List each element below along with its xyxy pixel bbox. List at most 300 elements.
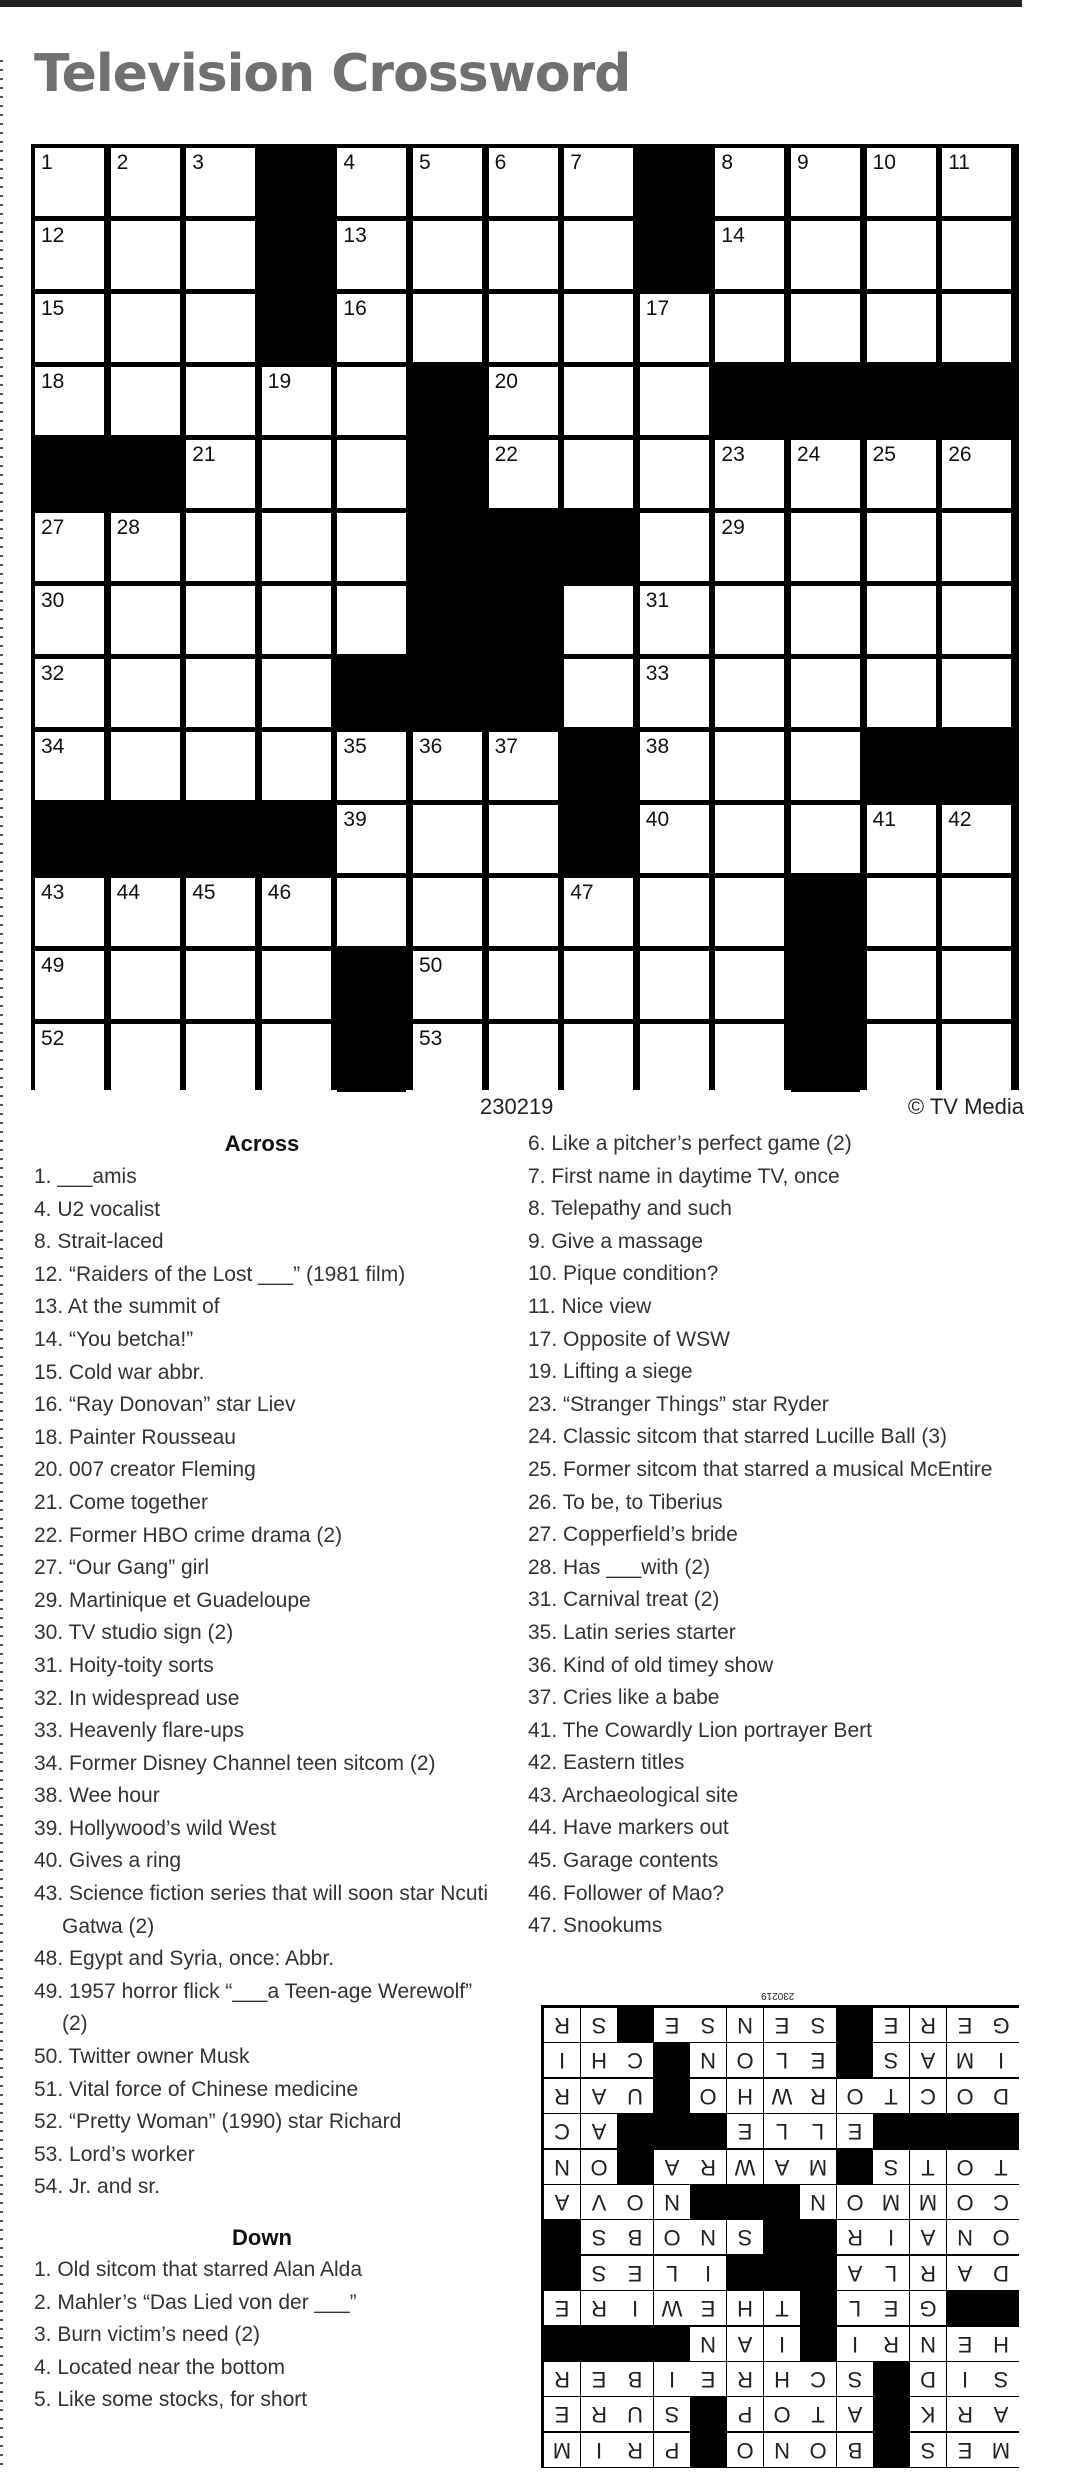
grid-cell[interactable] (186, 294, 255, 362)
grid-cell[interactable] (791, 513, 860, 581)
grid-cell[interactable] (489, 367, 558, 435)
grid-cell[interactable] (186, 513, 255, 581)
grid-cell[interactable] (564, 440, 633, 508)
grid-cell[interactable] (791, 659, 860, 727)
grid-block (867, 367, 936, 435)
grid-cell[interactable] (413, 1024, 482, 1092)
across-clue: 40. Gives a ring (34, 1849, 182, 1873)
across-clue: 53. Lord’s worker (34, 2142, 195, 2166)
grid-cell[interactable] (942, 1024, 1011, 1092)
grid-cell[interactable] (111, 148, 180, 216)
answer-letter: B (617, 2362, 653, 2396)
grid-cell[interactable] (489, 951, 558, 1019)
grid-cell[interactable] (489, 1024, 558, 1092)
grid-cell[interactable] (413, 732, 482, 800)
grid-cell[interactable] (489, 732, 558, 800)
cell-number: 16 (343, 297, 367, 320)
grid-cell[interactable] (942, 221, 1011, 289)
grid-cell[interactable] (942, 659, 1011, 727)
down-clue: 35. Latin series starter (528, 1620, 736, 1644)
grid-cell[interactable] (942, 294, 1011, 362)
answer-letter: S (690, 2008, 726, 2042)
answer-letter: I (947, 2362, 983, 2396)
grid-cell[interactable] (262, 732, 331, 800)
grid-cell[interactable] (867, 1024, 936, 1092)
grid-cell[interactable] (564, 951, 633, 1019)
answer-letter: M (544, 2433, 580, 2467)
answer-block (800, 2327, 836, 2361)
cell-number: 15 (41, 297, 65, 320)
answer-letter: N (690, 2220, 726, 2254)
answer-block (910, 2114, 946, 2148)
grid-cell[interactable] (337, 513, 406, 581)
cell-number: 27 (41, 516, 65, 539)
answer-letter: A (727, 2327, 763, 2361)
grid-cell[interactable] (715, 221, 784, 289)
grid-cell[interactable] (111, 294, 180, 362)
across-clue: 54. Jr. and sr. (34, 2175, 161, 2199)
grid-cell[interactable] (715, 805, 784, 873)
cell-number: 4 (343, 151, 356, 174)
grid-cell[interactable] (111, 659, 180, 727)
answer-letter: I (544, 2043, 580, 2077)
across-clue: 13. At the summit of (34, 1295, 220, 1319)
grid-cell[interactable] (640, 878, 709, 946)
grid-cell[interactable] (35, 513, 104, 581)
down-clue: 19. Lifting a siege (528, 1360, 693, 1384)
grid-cell[interactable] (564, 294, 633, 362)
answer-letter: A (654, 2150, 690, 2184)
answer-letter: A (764, 2150, 800, 2184)
down-clue: 42. Eastern titles (528, 1751, 685, 1775)
grid-cell[interactable] (35, 294, 104, 362)
grid-cell[interactable] (111, 951, 180, 1019)
down-clue: 25. Former sitcom that starred a musical McEntire (528, 1457, 993, 1481)
grid-cell[interactable] (715, 513, 784, 581)
cell-number: 24 (797, 443, 821, 466)
grid-cell[interactable] (262, 440, 331, 508)
grid-cell[interactable] (640, 732, 709, 800)
answer-block (947, 2114, 983, 2148)
grid-cell[interactable] (35, 1024, 104, 1092)
answer-letter: S (581, 2008, 617, 2042)
grid-block (35, 440, 104, 508)
across-clue: 33. Heavenly flare-ups (34, 1719, 245, 1743)
across-clue: 50. Twitter owner Musk (34, 2045, 250, 2069)
answer-letter: S (983, 2362, 1019, 2396)
grid-cell[interactable] (715, 1024, 784, 1092)
grid-cell[interactable] (186, 1024, 255, 1092)
answer-letter: E (947, 2433, 983, 2467)
down-clue: 26. To be, to Tiberius (528, 1490, 723, 1514)
grid-cell[interactable] (186, 440, 255, 508)
grid-block (489, 659, 558, 727)
grid-cell[interactable] (35, 221, 104, 289)
grid-cell[interactable] (186, 367, 255, 435)
answer-letter: T (764, 2291, 800, 2325)
grid-cell[interactable] (791, 440, 860, 508)
grid-cell[interactable] (413, 221, 482, 289)
across-clue: 49. 1957 horror flick “___a Teen-age Werewolf” (2) (34, 1979, 473, 2036)
cell-number: 28 (116, 516, 140, 539)
cell-number: 53 (419, 1027, 443, 1050)
grid-cell[interactable] (111, 1024, 180, 1092)
grid-cell[interactable] (867, 440, 936, 508)
answer-letter: A (544, 2185, 580, 2219)
grid-cell[interactable] (337, 148, 406, 216)
grid-cell[interactable] (262, 586, 331, 654)
grid-cell[interactable] (35, 659, 104, 727)
grid-cell[interactable] (867, 805, 936, 873)
answer-letter: C (910, 2079, 946, 2113)
cell-number: 7 (570, 151, 582, 174)
answer-letter: I (837, 2327, 873, 2361)
grid-cell[interactable] (413, 294, 482, 362)
down-clue: 4. Located near the bottom (34, 2355, 286, 2379)
grid-cell[interactable] (35, 367, 104, 435)
grid-cell[interactable] (489, 148, 558, 216)
grid-cell[interactable] (111, 732, 180, 800)
answer-letter: E (947, 2327, 983, 2361)
answer-letter: N (764, 2433, 800, 2467)
answer-letter: O (617, 2185, 653, 2219)
grid-cell[interactable] (489, 440, 558, 508)
across-clue: 31. Hoity-toity sorts (34, 1653, 214, 1677)
grid-cell[interactable] (186, 732, 255, 800)
answer-letter: V (581, 2185, 617, 2219)
grid-cell[interactable] (35, 951, 104, 1019)
answer-letter: O (727, 2433, 763, 2467)
answer-letter: R (947, 2397, 983, 2431)
across-clue: 22. Former HBO crime drama (2) (34, 1523, 343, 1547)
grid-cell[interactable] (35, 148, 104, 216)
down-clue: 11. Nice view (528, 1294, 652, 1318)
grid-cell[interactable] (413, 148, 482, 216)
answer-letter: M (910, 2185, 946, 2219)
grid-cell[interactable] (564, 367, 633, 435)
cell-number: 1 (41, 151, 53, 174)
grid-cell[interactable] (262, 951, 331, 1019)
grid-cell[interactable] (867, 221, 936, 289)
down-clue: 41. The Cowardly Lion portrayer Bert (528, 1718, 872, 1742)
grid-cell[interactable] (942, 148, 1011, 216)
answer-letter: U (617, 2079, 653, 2113)
answer-letter: R (910, 2256, 946, 2290)
answer-letter: O (983, 2220, 1019, 2254)
grid-cell[interactable] (715, 586, 784, 654)
across-clue: 39. Hollywood’s wild West (34, 1816, 276, 1840)
down-clue-list-right (528, 1128, 1018, 1943)
answer-letter: L (800, 2114, 836, 2148)
answer-letter: M (947, 2043, 983, 2077)
grid-cell[interactable] (564, 221, 633, 289)
grid-cell[interactable] (640, 659, 709, 727)
answer-letter: E (581, 2362, 617, 2396)
answer-letter: C (983, 2185, 1019, 2219)
grid-cell[interactable] (186, 878, 255, 946)
down-clue: 9. Give a massage (528, 1229, 704, 1253)
answer-block (544, 2220, 580, 2254)
grid-cell[interactable] (413, 951, 482, 1019)
cell-number: 38 (645, 735, 670, 758)
answer-block (690, 2433, 726, 2467)
down-clue: 24. Classic sitcom that starred Lucille Ball (3) (528, 1425, 947, 1449)
grid-cell[interactable] (111, 586, 180, 654)
grid-cell[interactable] (715, 294, 784, 362)
answer-letter: O (947, 2079, 983, 2113)
answer-letter: O (800, 2433, 836, 2467)
answer-letter: A (581, 2114, 617, 2148)
grid-cell[interactable] (942, 586, 1011, 654)
down-clue: 1. Old sitcom that starred Alan Alda (34, 2258, 363, 2281)
grid-cell[interactable] (564, 148, 633, 216)
copyright: © TV Media (907, 1094, 1024, 1119)
grid-cell[interactable] (867, 659, 936, 727)
answer-block (873, 2433, 909, 2467)
answer-letter: D (910, 2362, 946, 2396)
across-clue: 16. “Ray Donovan” star Liev (34, 1393, 296, 1417)
answer-letter: H (727, 2079, 763, 2113)
cell-number: 5 (419, 151, 431, 174)
answer-letter: W (654, 2291, 690, 2325)
grid-cell[interactable] (867, 951, 936, 1019)
grid-cell[interactable] (791, 294, 860, 362)
grid-cell[interactable] (35, 586, 104, 654)
answer-letter: T (910, 2150, 946, 2184)
answer-letter: E (764, 2008, 800, 2042)
across-clue: 51. Vital force of Chinese medicine (34, 2077, 359, 2101)
grid-cell[interactable] (262, 367, 331, 435)
grid-cell[interactable] (942, 805, 1011, 873)
grid-cell[interactable] (942, 878, 1011, 946)
answer-letter: E (544, 2397, 580, 2431)
answer-letter: S (910, 2433, 946, 2467)
answer-block (837, 2043, 873, 2077)
grid-cell[interactable] (640, 586, 709, 654)
down-clue: 37. Cries like a babe (528, 1686, 720, 1710)
grid-block (111, 805, 180, 873)
grid-cell[interactable] (35, 732, 104, 800)
grid-cell[interactable] (186, 659, 255, 727)
grid-cell[interactable] (337, 805, 406, 873)
answer-letter: H (983, 2327, 1019, 2361)
answer-letter: L (764, 2114, 800, 2148)
answer-key-grid (541, 2005, 1019, 2468)
answer-letter: I (617, 2291, 653, 2325)
grid-cell[interactable] (867, 148, 936, 216)
grid-cell[interactable] (337, 294, 406, 362)
cell-number: 6 (494, 151, 507, 174)
answer-letter: R (910, 2008, 946, 2042)
grid-cell[interactable] (413, 805, 482, 873)
across-clue: 52. “Pretty Woman” (1990) star Richard (34, 2110, 402, 2134)
answer-block (800, 2256, 836, 2290)
grid-cell[interactable] (564, 586, 633, 654)
answer-letter: E (544, 2291, 580, 2325)
grid-cell[interactable] (337, 586, 406, 654)
answer-letter: S (727, 2220, 763, 2254)
across-clue-list (34, 1161, 502, 2204)
grid-cell[interactable] (791, 732, 860, 800)
cell-number: 31 (645, 589, 670, 612)
answer-letter: L (873, 2256, 909, 2290)
cell-number: 17 (645, 297, 670, 320)
answer-letter: I (983, 2043, 1019, 2077)
grid-cell[interactable] (111, 878, 180, 946)
answer-letter: S (654, 2397, 690, 2431)
grid-cell[interactable] (942, 951, 1011, 1019)
cell-number: 25 (872, 443, 896, 466)
answer-block (873, 2397, 909, 2431)
answer-block (764, 2256, 800, 2290)
grid-cell[interactable] (640, 513, 709, 581)
grid-cell[interactable] (640, 951, 709, 1019)
answer-letter: O (727, 2043, 763, 2077)
grid-cell[interactable] (715, 732, 784, 800)
grid-cell[interactable] (262, 513, 331, 581)
answer-letter: H (727, 2291, 763, 2325)
grid-block (413, 586, 482, 654)
answer-block (581, 2327, 617, 2361)
answer-letter: E (873, 2291, 909, 2325)
cell-number: 21 (192, 443, 216, 466)
answer-block (690, 2185, 726, 2219)
grid-cell[interactable] (640, 294, 709, 362)
puzzle-id: 230219 (480, 1094, 554, 1119)
answer-letter: G (983, 2008, 1019, 2042)
grid-cell[interactable] (111, 367, 180, 435)
grid-cell[interactable] (791, 586, 860, 654)
grid-cell[interactable] (337, 878, 406, 946)
grid-cell[interactable] (715, 659, 784, 727)
down-clue: 43. Archaeological site (528, 1783, 739, 1807)
grid-cell[interactable] (186, 951, 255, 1019)
answer-block (873, 2362, 909, 2396)
cell-number: 13 (343, 224, 367, 247)
grid-cell[interactable] (337, 367, 406, 435)
grid-block (186, 805, 255, 873)
grid-cell[interactable] (489, 878, 558, 946)
down-clue: 17. Opposite of WSW (528, 1327, 730, 1351)
answer-block (947, 2291, 983, 2325)
answer-letter: M (873, 2185, 909, 2219)
down-clue: 31. Carnival treat (2) (528, 1588, 720, 1612)
across-clue: 20. 007 creator Fleming (34, 1458, 256, 1482)
answer-letter: A (910, 2220, 946, 2254)
grid-cell[interactable] (564, 659, 633, 727)
grid-cell[interactable] (489, 221, 558, 289)
grid-cell[interactable] (640, 367, 709, 435)
answer-block (690, 2397, 726, 2431)
answer-letter: E (690, 2291, 726, 2325)
grid-cell[interactable] (489, 294, 558, 362)
answer-letter: R (837, 2220, 873, 2254)
grid-cell[interactable] (640, 1024, 709, 1092)
grid-cell[interactable] (337, 732, 406, 800)
grid-block (791, 1024, 860, 1092)
cell-number: 10 (872, 151, 896, 174)
cell-number: 12 (41, 224, 65, 247)
answer-letter: W (764, 2079, 800, 2113)
grid-cell[interactable] (337, 440, 406, 508)
answer-letter: A (983, 2397, 1019, 2431)
across-clue: 8. Strait-laced (34, 1230, 164, 1254)
grid-block (564, 805, 633, 873)
grid-cell[interactable] (791, 221, 860, 289)
grid-block (337, 951, 406, 1019)
answer-letter: R (690, 2150, 726, 2184)
grid-cell[interactable] (35, 878, 104, 946)
answer-letter: N (654, 2185, 690, 2219)
grid-cell[interactable] (791, 805, 860, 873)
grid-cell[interactable] (867, 294, 936, 362)
grid-block (564, 732, 633, 800)
grid-cell[interactable] (715, 440, 784, 508)
grid-cell[interactable] (867, 586, 936, 654)
grid-block (791, 878, 860, 946)
grid-cell[interactable] (942, 513, 1011, 581)
grid-cell[interactable] (111, 221, 180, 289)
down-clue: 10. Pique condition? (528, 1262, 719, 1286)
grid-cell[interactable] (337, 221, 406, 289)
cell-number: 46 (267, 881, 292, 904)
grid-cell[interactable] (715, 878, 784, 946)
answer-letter: A (581, 2079, 617, 2113)
grid-cell[interactable] (186, 221, 255, 289)
answer-letter: N (690, 2043, 726, 2077)
down-clue: 46. Follower of Mao? (528, 1881, 725, 1905)
grid-block (262, 805, 331, 873)
answer-letter: R (544, 2008, 580, 2042)
cell-number: 3 (192, 151, 204, 174)
answer-letter: A (910, 2043, 946, 2077)
answer-letter: D (983, 2256, 1019, 2290)
grid-cell[interactable] (564, 878, 633, 946)
grid-cell[interactable] (867, 513, 936, 581)
grid-block (867, 732, 936, 800)
grid-cell[interactable] (413, 878, 482, 946)
answer-letter: R (800, 2079, 836, 2113)
grid-block (942, 367, 1011, 435)
answer-letter: T (983, 2150, 1019, 2184)
grid-cell[interactable] (715, 951, 784, 1019)
down-clue: 27. Copperfield’s bride (528, 1523, 738, 1547)
grid-cell[interactable] (715, 148, 784, 216)
grid-cell[interactable] (262, 659, 331, 727)
grid-cell[interactable] (186, 148, 255, 216)
grid-cell[interactable] (262, 1024, 331, 1092)
answer-letter: P (727, 2397, 763, 2431)
grid-cell[interactable] (640, 805, 709, 873)
grid-cell[interactable] (489, 805, 558, 873)
cell-number: 9 (797, 151, 809, 174)
cell-number: 44 (116, 881, 140, 904)
answer-letter: S (581, 2220, 617, 2254)
cell-number: 47 (570, 881, 594, 904)
grid-cell[interactable] (942, 440, 1011, 508)
grid-cell[interactable] (791, 148, 860, 216)
across-clue: 48. Egypt and Syria, once: Abbr. (34, 1947, 335, 1971)
across-clue: 21. Come together (34, 1490, 208, 1514)
grid-cell[interactable] (640, 440, 709, 508)
grid-cell[interactable] (186, 586, 255, 654)
grid-cell[interactable] (262, 878, 331, 946)
grid-cell[interactable] (564, 1024, 633, 1092)
grid-cell[interactable] (867, 878, 936, 946)
grid-block (640, 148, 709, 216)
grid-cell[interactable] (111, 513, 180, 581)
cell-number: 35 (343, 735, 367, 758)
